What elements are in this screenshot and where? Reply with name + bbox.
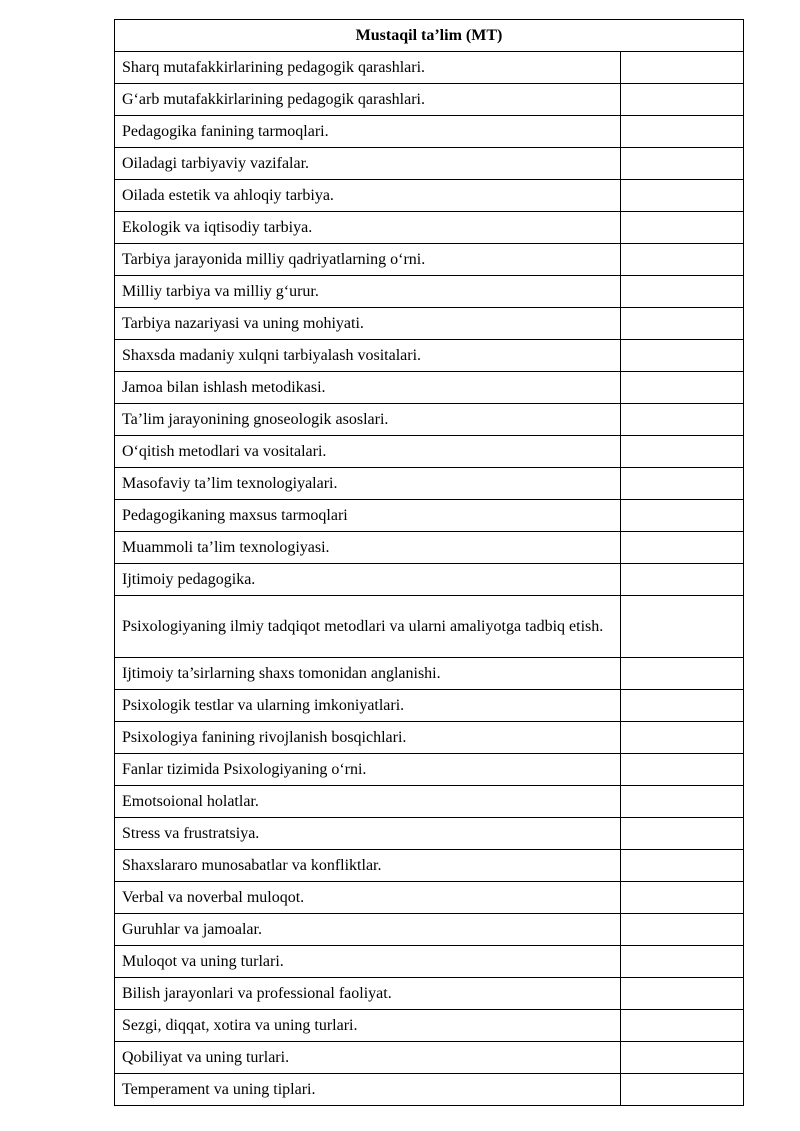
- empty-mark-cell: [621, 116, 744, 148]
- table-row: [115, 532, 744, 564]
- empty-mark-cell: [621, 52, 744, 84]
- empty-mark-cell: [621, 84, 744, 116]
- topic-cell: Temperament va uning tiplari.: [115, 1074, 621, 1106]
- table-row: [115, 754, 744, 786]
- topic-cell: Sharq mutafakkirlarining pedagogik qarashlari.: [115, 52, 621, 84]
- table-body: [115, 52, 744, 1106]
- table-row: [115, 116, 744, 148]
- table-row: [115, 818, 744, 850]
- table-row: [115, 978, 744, 1010]
- table-row: [115, 148, 744, 180]
- empty-mark-cell: [621, 850, 744, 882]
- topic-cell: Emotsoional holatlar.: [115, 786, 621, 818]
- topic-cell: Pedagogikaning maxsus tarmoqlari: [115, 500, 621, 532]
- topic-cell: Ta’lim jarayonining gnoseologik asoslari.: [115, 404, 621, 436]
- table-row: [115, 1010, 744, 1042]
- topic-cell: Psixologiyaning ilmiy tadqiqot metodlari va ularni amaliyotga tadbiq etish.: [115, 596, 621, 658]
- topic-cell: Tarbiya jarayonida milliy qadriyatlarning o‘rni.: [115, 244, 621, 276]
- table-row: [115, 596, 744, 658]
- table-row: [115, 500, 744, 532]
- empty-mark-cell: [621, 308, 744, 340]
- empty-mark-cell: [621, 404, 744, 436]
- empty-mark-cell: [621, 532, 744, 564]
- topic-cell: Bilish jarayonlari va professional faoliyat.: [115, 978, 621, 1010]
- table-row: [115, 946, 744, 978]
- table-header: Mustaqil ta’lim (MT): [115, 20, 744, 52]
- topic-cell: Ekologik va iqtisodiy tarbiya.: [115, 212, 621, 244]
- empty-mark-cell: [621, 978, 744, 1010]
- table-row: [115, 690, 744, 722]
- topic-cell: Shaxsda madaniy xulqni tarbiyalash vositalari.: [115, 340, 621, 372]
- table-row: [115, 308, 744, 340]
- topic-cell: G‘arb mutafakkirlarining pedagogik qarashlari.: [115, 84, 621, 116]
- topic-cell: Jamoa bilan ishlash metodikasi.: [115, 372, 621, 404]
- empty-mark-cell: [621, 754, 744, 786]
- empty-mark-cell: [621, 690, 744, 722]
- table-row: [115, 404, 744, 436]
- topic-cell: Qobiliyat va uning turlari.: [115, 1042, 621, 1074]
- topic-cell: Muammoli ta’lim texnologiyasi.: [115, 532, 621, 564]
- table-row: [115, 914, 744, 946]
- empty-mark-cell: [621, 596, 744, 658]
- empty-mark-cell: [621, 946, 744, 978]
- empty-mark-cell: [621, 180, 744, 212]
- document-page: [114, 19, 743, 1106]
- empty-mark-cell: [621, 818, 744, 850]
- table-row: [115, 244, 744, 276]
- topic-cell: Ijtimoiy ta’sirlarning shaxs tomonidan anglanishi.: [115, 658, 621, 690]
- empty-mark-cell: [621, 882, 744, 914]
- empty-mark-cell: [621, 1074, 744, 1106]
- topic-cell: Oilada estetik va ahloqiy tarbiya.: [115, 180, 621, 212]
- table-row: [115, 180, 744, 212]
- table-row: [115, 84, 744, 116]
- table-row: [115, 1074, 744, 1106]
- empty-mark-cell: [621, 658, 744, 690]
- empty-mark-cell: [621, 244, 744, 276]
- empty-mark-cell: [621, 212, 744, 244]
- table-row: [115, 468, 744, 500]
- topic-cell: O‘qitish metodlari va vositalari.: [115, 436, 621, 468]
- empty-mark-cell: [621, 148, 744, 180]
- table-row: [115, 882, 744, 914]
- table-row: [115, 340, 744, 372]
- empty-mark-cell: [621, 564, 744, 596]
- empty-mark-cell: [621, 468, 744, 500]
- empty-mark-cell: [621, 914, 744, 946]
- table-row: [115, 212, 744, 244]
- empty-mark-cell: [621, 1042, 744, 1074]
- table-row: [115, 786, 744, 818]
- table-row: [115, 722, 744, 754]
- empty-mark-cell: [621, 340, 744, 372]
- table-row: [115, 1042, 744, 1074]
- table-row: [115, 564, 744, 596]
- topic-cell: Fanlar tizimida Psixologiyaning o‘rni.: [115, 754, 621, 786]
- topic-cell: Psixologik testlar va ularning imkoniyatlari.: [115, 690, 621, 722]
- topic-cell: Stress va frustratsiya.: [115, 818, 621, 850]
- topic-cell: Sezgi, diqqat, xotira va uning turlari.: [115, 1010, 621, 1042]
- table-row: [115, 658, 744, 690]
- empty-mark-cell: [621, 436, 744, 468]
- topic-cell: Masofaviy ta’lim texnologiyalari.: [115, 468, 621, 500]
- table-row: [115, 52, 744, 84]
- topic-cell: Milliy tarbiya va milliy g‘urur.: [115, 276, 621, 308]
- topic-cell: Psixologiya fanining rivojlanish bosqichlari.: [115, 722, 621, 754]
- topic-cell: Pedagogika fanining tarmoqlari.: [115, 116, 621, 148]
- topic-cell: Muloqot va uning turlari.: [115, 946, 621, 978]
- table-row: [115, 276, 744, 308]
- table-row: [115, 372, 744, 404]
- empty-mark-cell: [621, 786, 744, 818]
- independent-study-table: [114, 19, 744, 1106]
- empty-mark-cell: [621, 372, 744, 404]
- topic-cell: Ijtimoiy pedagogika.: [115, 564, 621, 596]
- table-header-row: [115, 20, 744, 52]
- topic-cell: Guruhlar va jamoalar.: [115, 914, 621, 946]
- empty-mark-cell: [621, 500, 744, 532]
- topic-cell: Shaxslararo munosabatlar va konfliktlar.: [115, 850, 621, 882]
- empty-mark-cell: [621, 276, 744, 308]
- topic-cell: Tarbiya nazariyasi va uning mohiyati.: [115, 308, 621, 340]
- topic-cell: Verbal va noverbal muloqot.: [115, 882, 621, 914]
- table-row: [115, 850, 744, 882]
- table-row: [115, 436, 744, 468]
- empty-mark-cell: [621, 1010, 744, 1042]
- empty-mark-cell: [621, 722, 744, 754]
- topic-cell: Oiladagi tarbiyaviy vazifalar.: [115, 148, 621, 180]
